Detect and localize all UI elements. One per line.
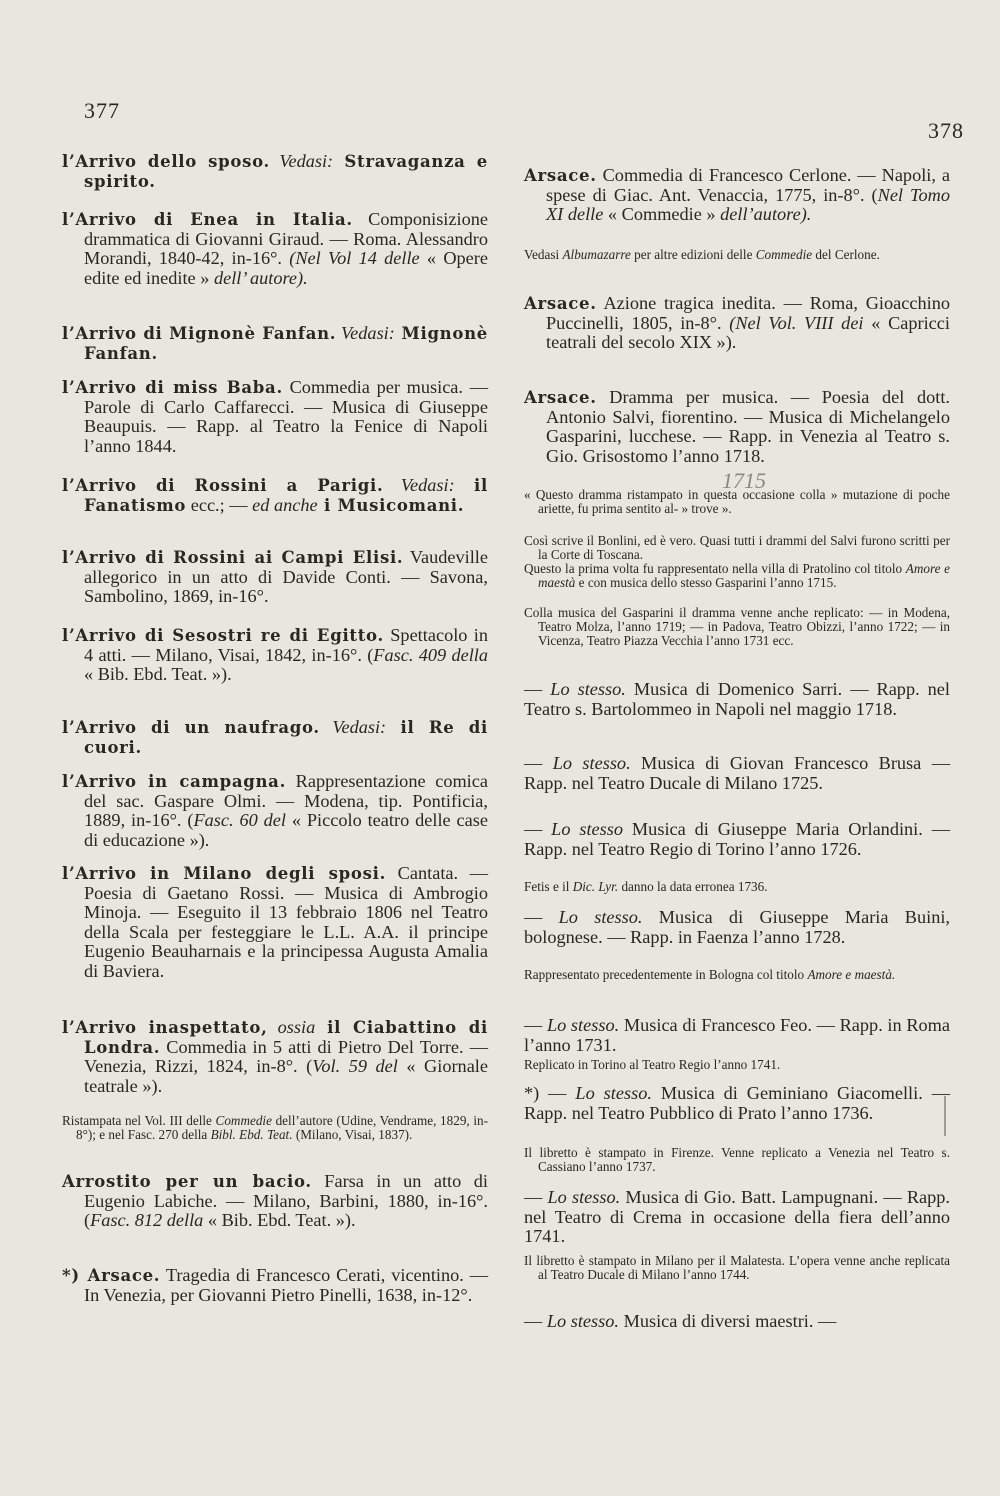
entry-text: per altre edizioni delle [630,247,756,262]
entry-heading: il Ciabattino di Londra. [84,1018,488,1057]
entry-heading: l’Arrivo di miss Baba. [62,378,283,397]
entry-heading: l’Arrivo di Mignonè Fanfan. [62,324,337,343]
entry-heading: il Fanatismo [84,476,488,515]
entry-text: Componisizione drammatica di Giovanni Giraud. — Roma. Alessandro Morandi, 1840-42, in-16°. [84,209,488,269]
entry-text: (Nel Vol. VIII dei [729,312,864,333]
entry-heading: l’Arrivo in campagna. [62,772,287,791]
entry-text: Musica di Giuseppe Maria Orlandini. — Rapp. nel Teatro Regio di Torino l’anno 1726. [524,819,950,859]
entry-heading: i Musicomani. [317,495,465,515]
entry-text: Bibl. Ebd. Teat. [210,1127,293,1143]
page-number-right: 378 [928,118,964,143]
entry-text: Commedia in 5 atti di Pietro Del Torre. — Venezia, Rizzi, 1824, in-8°. ( [84,1036,488,1077]
entry-text: Commedia per musica. — Parole di Carlo Caffarecci. — Musica di Giuseppe Beaupuis. — Rapp. al Teatro la Fenice di Napoli l’anno 1844. [84,377,488,456]
entry-text: ecc.; — [186,494,253,515]
entry-text: e con musica dello stesso Gasparini l’anno 1715. [575,575,837,591]
entry-text: Questo la prima volta fu rappresentato nella villa di Pratolino col titolo [524,561,906,576]
entry-text: Così scrive il Bonlini, ed è vero. Quasi tutti i drammi del Salvi furono scritti per la Corte di Toscana. [524,533,950,563]
entry-text [270,151,279,171]
entry-text: « Giornale teatrale »). [84,1056,488,1096]
entry-heading: l’Arrivo inaspettato, [62,1018,268,1037]
entry-heading: Stravaganza e spirito. [84,152,488,191]
catalog-entry [62,210,488,288]
entry-text [383,475,400,495]
entry-text: (Milano, Visai, 1837). [292,1127,413,1143]
entry-text: Dramma per musica. — Poesia del dott. Antonio Salvi, fiorentino. — Musica di Michelangelo Gasparini, lucchese. — Rapp. in Venezia al Teatro s. Gio. Grisostomo l’anno 1718. [546,387,950,466]
entry-text: « Capricci teatrali del secolo XIX »). [546,312,950,353]
entry-text: Ristampata nel Vol. III delle [62,1113,216,1128]
entry-heading: Arrostito per un bacio. [62,1172,312,1191]
entry-text: Dic. Lyr. [572,879,619,894]
entry-text: *) — [524,1083,576,1103]
catalog-entry [524,1084,950,1123]
entry-text: « Piccolo teatro delle case di educazione »). [84,810,488,850]
entry-text: Tragedia di Francesco Cerati, vicentino. — In Venezia, per Giovanni Pietro Pinelli, 1638, in-12°. [84,1265,488,1305]
entry-text: Amore e maestà [538,561,950,591]
entry-text: Lo stesso. [547,1187,621,1207]
entry-text: Cantata. — Poesia di Gaetano Rossi. — Musica di Ambrogio Minoja. — Eseguito il 13 febbraio 1806 nel Teatro della Scala per festeggiare le L.L. A.A. il principe Eugenio Beauharnais e la principessa Augusta Amalia di Baviera. [84,863,488,981]
entry-text: Lo stesso. [575,1083,652,1103]
catalog-entry [524,388,950,466]
entry-text: Lo stesso. [546,1015,620,1035]
entry-text: (Nel Vol 14 delle [289,248,420,269]
entry-text: Fasc. 409 della [373,644,488,665]
catalog-entry [62,1018,488,1096]
footnote [524,968,950,982]
footnote [524,1058,950,1072]
entry-text: Musica di Giovan Francesco Brusa — Rapp. nel Teatro Ducale di Milano 1725. [524,753,950,793]
entry-text: — [524,819,552,839]
entry-text: dell’autore (Udine, Vendrame, 1829, in-8°); e nel Fasc. 270 della [76,1113,488,1143]
entry-text: Commedie [215,1113,272,1128]
entry-text: Musica di diversi maestri. — [619,1311,837,1331]
entry-text: Musica di Giuseppe Maria Buini, bolognese. — Rapp. in Faenza l’anno 1728. [524,907,950,947]
entry-text: — [524,1015,547,1035]
catalog-entry [62,772,488,850]
entry-text: Vedasi [524,247,563,262]
entry-heading: l’Arrivo di Rossini ai Campi Elisi. [62,548,404,567]
entry-text: Lo stesso [551,819,624,839]
entry-text: Il libretto è stampato in Firenze. Venne replicato a Venezia nel Teatro s. Cassiano l’anno 1737. [524,1145,950,1175]
entry-text: Commedia di Francesco Cerlone. — Napoli, a spese di Giac. Ant. Venaccia, 1775, in-8°. ( [546,165,950,205]
entry-text: « Questo dramma ristampato in questa occasione colla » mutazione di poche ariette, fu prima sentito al- » trove ». [524,487,950,517]
entry-text: Vedasi: [341,323,395,343]
entry-text: « Opere edite ed inedite » [84,248,488,288]
catalog-entry [62,864,488,982]
catalog-entry [62,718,488,757]
entry-text: Commedie [755,247,813,262]
catalog-entry [524,908,950,947]
entry-text: — [524,907,559,927]
catalog-entry [62,324,488,363]
entry-heading: Arsace. [524,388,597,407]
entry-text: Azione tragica inedita. — Roma, Gioacchino Puccinelli, 1805, in-8°. [546,293,950,333]
catalog-entry [524,1188,950,1247]
footnote [524,1254,950,1282]
catalog-entry [62,1172,488,1231]
catalog-entry [524,1312,950,1332]
entry-text: « Bib. Ebd. Teat. »). [84,664,232,685]
entry-heading: il Re di cuori. [84,718,488,757]
entry-text: Vaudeville allegorico in un atto di Davide Conti. — Savona, Sambolino, 1869, in-16°. [84,547,488,607]
entry-heading: Arsace. [524,166,597,185]
catalog-entry [524,680,950,719]
catalog-entry [62,548,488,607]
entry-text: dell’autore). [720,204,812,225]
entry-text: « Commedie » [603,204,721,225]
catalog-entry [524,294,950,353]
entry-text: Vedasi: [400,475,455,495]
entry-heading: l’Arrivo dello sposo. [62,152,270,171]
catalog-entry [524,820,950,859]
entry-text: Colla musica del Gasparini il dramma venne anche replicato: — in Modena, Teatro Molza, l’anno 1719; — in Padova, Teatro Obizzi, l’anno 1722; — in Vicenza, Teatro Piazza Vecchia l’anno 1731 ecc. [524,605,950,649]
entry-text: Lo stesso. [550,679,626,699]
entry-text: Lo stesso. [546,1311,619,1331]
entry-heading: l’Arrivo di Sesostri re di Egitto. [62,626,384,645]
footnote [524,562,950,590]
entry-heading: Mignonè Fanfan. [84,324,488,363]
entry-text: Farsa in un atto di Eugenio Labiche. — Milano, Barbini, 1880, in-16°. ( [84,1171,488,1231]
entry-text: Il libretto è stampato in Milano per il Malatesta. L’opera venne anche replicata al Teatro Ducale di Milano l’anno 1744. [524,1253,950,1283]
entry-text: — [524,679,551,699]
entry-text: Vedasi: [279,151,334,171]
entry-text: Rappresentato precedentemente in Bologna col titolo [524,967,808,982]
entry-text: Spettacolo in 4 atti. — Milano, Visai, 1842, in-16°. ( [84,625,488,665]
catalog-entry [524,1016,950,1055]
entry-text [268,1017,278,1037]
entry-text: Musica di Gio. Batt. Lampugnani. — Rapp. nel Teatro di Crema in occasione della fiera dell’anno 1741. [524,1187,950,1247]
catalog-entry [524,754,950,793]
footnote [524,534,950,562]
catalog-entry [62,152,488,191]
catalog-entry [62,378,488,456]
entry-text: — [524,1311,547,1331]
footnote [524,1146,950,1174]
entry-text: Amore e maestà. [807,967,896,982]
entry-text [320,717,333,737]
catalog-entry [62,1266,488,1305]
entry-text: — [524,1187,548,1207]
pencil-annotation: 1715 [722,468,766,493]
entry-text: Lo stesso. [552,753,631,773]
entry-text: Replicato in Torino al Teatro Regio l’anno 1741. [524,1057,781,1072]
footnote [62,1114,488,1142]
entry-text: Fasc. 812 della [90,1210,204,1231]
entry-text: del Cerlone. [812,247,880,262]
entry-text: Fetis e il [524,879,573,894]
catalog-entry [62,626,488,685]
entry-heading: l’Arrivo in Milano degli sposi. [62,864,387,883]
entry-text: « Bib. Ebd. Teat. »). [203,1210,356,1231]
entry-heading: l’Arrivo di Enea in Italia. [62,210,353,229]
footnote [524,606,950,649]
entry-text: Rappresentazione comica del sac. Gaspare Olmi. — Modena, tip. Pontificia, 1889, in-16°. ( [84,771,488,831]
footnote [524,880,950,894]
entry-text: Fasc. 60 del [193,810,286,831]
entry-text: — [524,753,553,773]
entry-text: Musica di Francesco Feo. — Rapp. in Roma l’anno 1731. [524,1015,950,1055]
entry-text: ed anche [252,494,318,515]
entry-text: Nel Tomo XI delle [546,184,950,225]
entry-heading: Arsace. [524,294,597,313]
entry-text: Lo stesso. [558,907,643,927]
catalog-entry [62,476,488,515]
entry-text: danno la data erronea 1736. [618,879,768,894]
entry-text: Vol. 59 del [312,1056,398,1077]
entry-text: Musica di Geminiano Giacomelli. — Rapp. nel Teatro Pubblico di Prato l’anno 1736. [524,1083,950,1123]
entry-text: Vedasi: [332,717,387,737]
entry-heading: *) Arsace. [62,1266,161,1285]
page-number-left: 377 [84,98,120,123]
entry-heading: l’Arrivo di Rossini a Parigi. [62,476,384,495]
entry-text: dell’ autore). [213,267,308,288]
entry-text: Albumazarre [562,247,631,262]
footnote [524,248,950,262]
entry-heading: l’Arrivo di un naufrago. [62,718,320,737]
entry-text: Musica di Domenico Sarri. — Rapp. nel Teatro s. Bartolommeo in Napoli nel maggio 1718. [524,679,950,719]
catalog-entry [524,166,950,225]
entry-text: ossia [277,1017,316,1037]
footnote [524,488,950,516]
